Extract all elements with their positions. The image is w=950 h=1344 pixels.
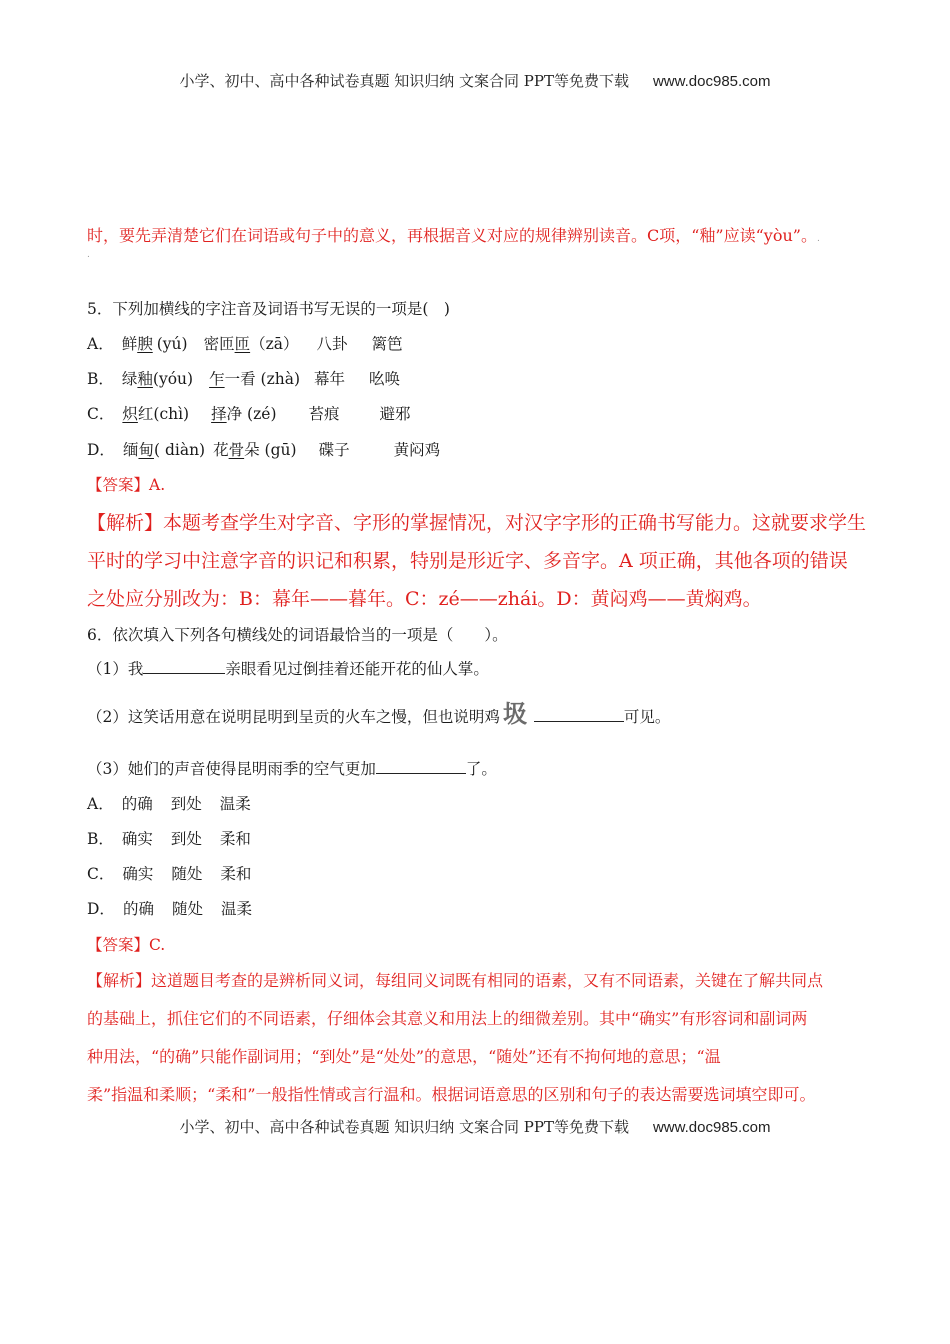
q6-stem: 6．依次填入下列各句横线处的词语最恰当的一项是（ ）。 [87, 626, 508, 644]
q6-option-c: C． 确实 随处 柔和 [87, 865, 252, 883]
header-site-link[interactable]: www.doc985.com [652, 73, 771, 90]
q6-analysis-line-1: 【解析】这道题目考查的是辨析同义词，每组同义词既有相同的语素，又有不同语素，关键在了解共同点 [87, 971, 824, 990]
blank-1 [143, 659, 225, 674]
q6-sentence-1: （1）我 亲眼看见过倒挂着还能开花的仙人掌。 [87, 660, 489, 678]
q5-option-d: D． 缅甸( diàn) 花骨朵 (gū) 碟子 黄闷鸡 [87, 441, 441, 459]
footer-site-link[interactable]: www.doc985.com [652, 1119, 771, 1136]
q6-option-d: D． 的确 随处 温柔 [87, 900, 252, 918]
character-image [502, 700, 532, 728]
paragraph-mark: . [87, 250, 90, 260]
q6-sentence-2: （2）这笑话用意在说明昆明到呈贡的火车之慢，但也说明鸡 圾 可见。 [87, 700, 671, 728]
blank-2 [534, 707, 624, 722]
q5-stem: 5．下列加横线的字注音及词语书写无误的一项是( ) [87, 300, 450, 318]
footer-text: 小学、初中、高中各种试卷真题 知识归纳 文案合同 PPT等免费下载 [179, 1118, 629, 1136]
q6-analysis-line-4: 柔”指温和柔顺；“柔和”一般指性情或言行温和。根据词语意思的区别和句子的表达需要选词填空即可。 [87, 1085, 816, 1104]
blank-3 [376, 759, 466, 774]
q6-option-b: B． 确实 到处 柔和 [87, 830, 251, 848]
q6-sentence-3: （3）她们的声音使得昆明雨季的空气更加 了。 [87, 760, 497, 778]
q5-analysis-line-1: 【解析】本题考查学生对字音、字形的掌握情况，对汉字字形的正确书写能力。这就要求学生 [87, 512, 867, 534]
q6-analysis-line-3: 种用法，“的确”只能作副词用；“到处”是“处处”的意思，“随处”还有不拘何地的意思；“温 [87, 1047, 721, 1066]
q6-analysis-line-2: 的基础上，抓住它们的不同语素，仔细体会其意义和用法上的细微差别。其中“确实”有形容词和副词两 [87, 1009, 808, 1028]
q5-option-b: B． 绿釉(yóu) 乍一看 (zhà) 幕年 吆唤 [87, 370, 401, 388]
q5-option-a: A． 鲜腴 (yú) 密匝匝（zā） 八卦 篱笆 [87, 335, 403, 353]
q5-answer: 【答案】A. [87, 476, 166, 494]
header-text: 小学、初中、高中各种试卷真题 知识归纳 文案合同 PPT等免费下载 [179, 72, 629, 90]
q6-answer: 【答案】C. [87, 936, 166, 954]
q5-analysis-line-2: 平时的学习中注意字音的识记和积累，特别是形近字、多音字。A 项正确，其他各项的错误 [87, 550, 848, 572]
page-footer [0, 1116, 950, 1137]
q5-option-c: C． 炽红(chì) 择净 (zé) 苔痕 避邪 [87, 405, 411, 423]
svg-text:圾: 圾 [502, 700, 527, 728]
prev-analysis-tail: 时，要先弄清楚它们在词语或句子中的意义，再根据音义对应的规律辨别读音。C项，“釉”应读“yòu”。. [87, 226, 820, 245]
q6-option-a: A． 的确 到处 温柔 [87, 795, 251, 813]
page-header [0, 70, 950, 91]
q5-analysis-line-3: 之处应分别改为：B：幕年——暮年。C：zé——zhái。D：黄闷鸡——黄焖鸡。 [87, 588, 762, 610]
